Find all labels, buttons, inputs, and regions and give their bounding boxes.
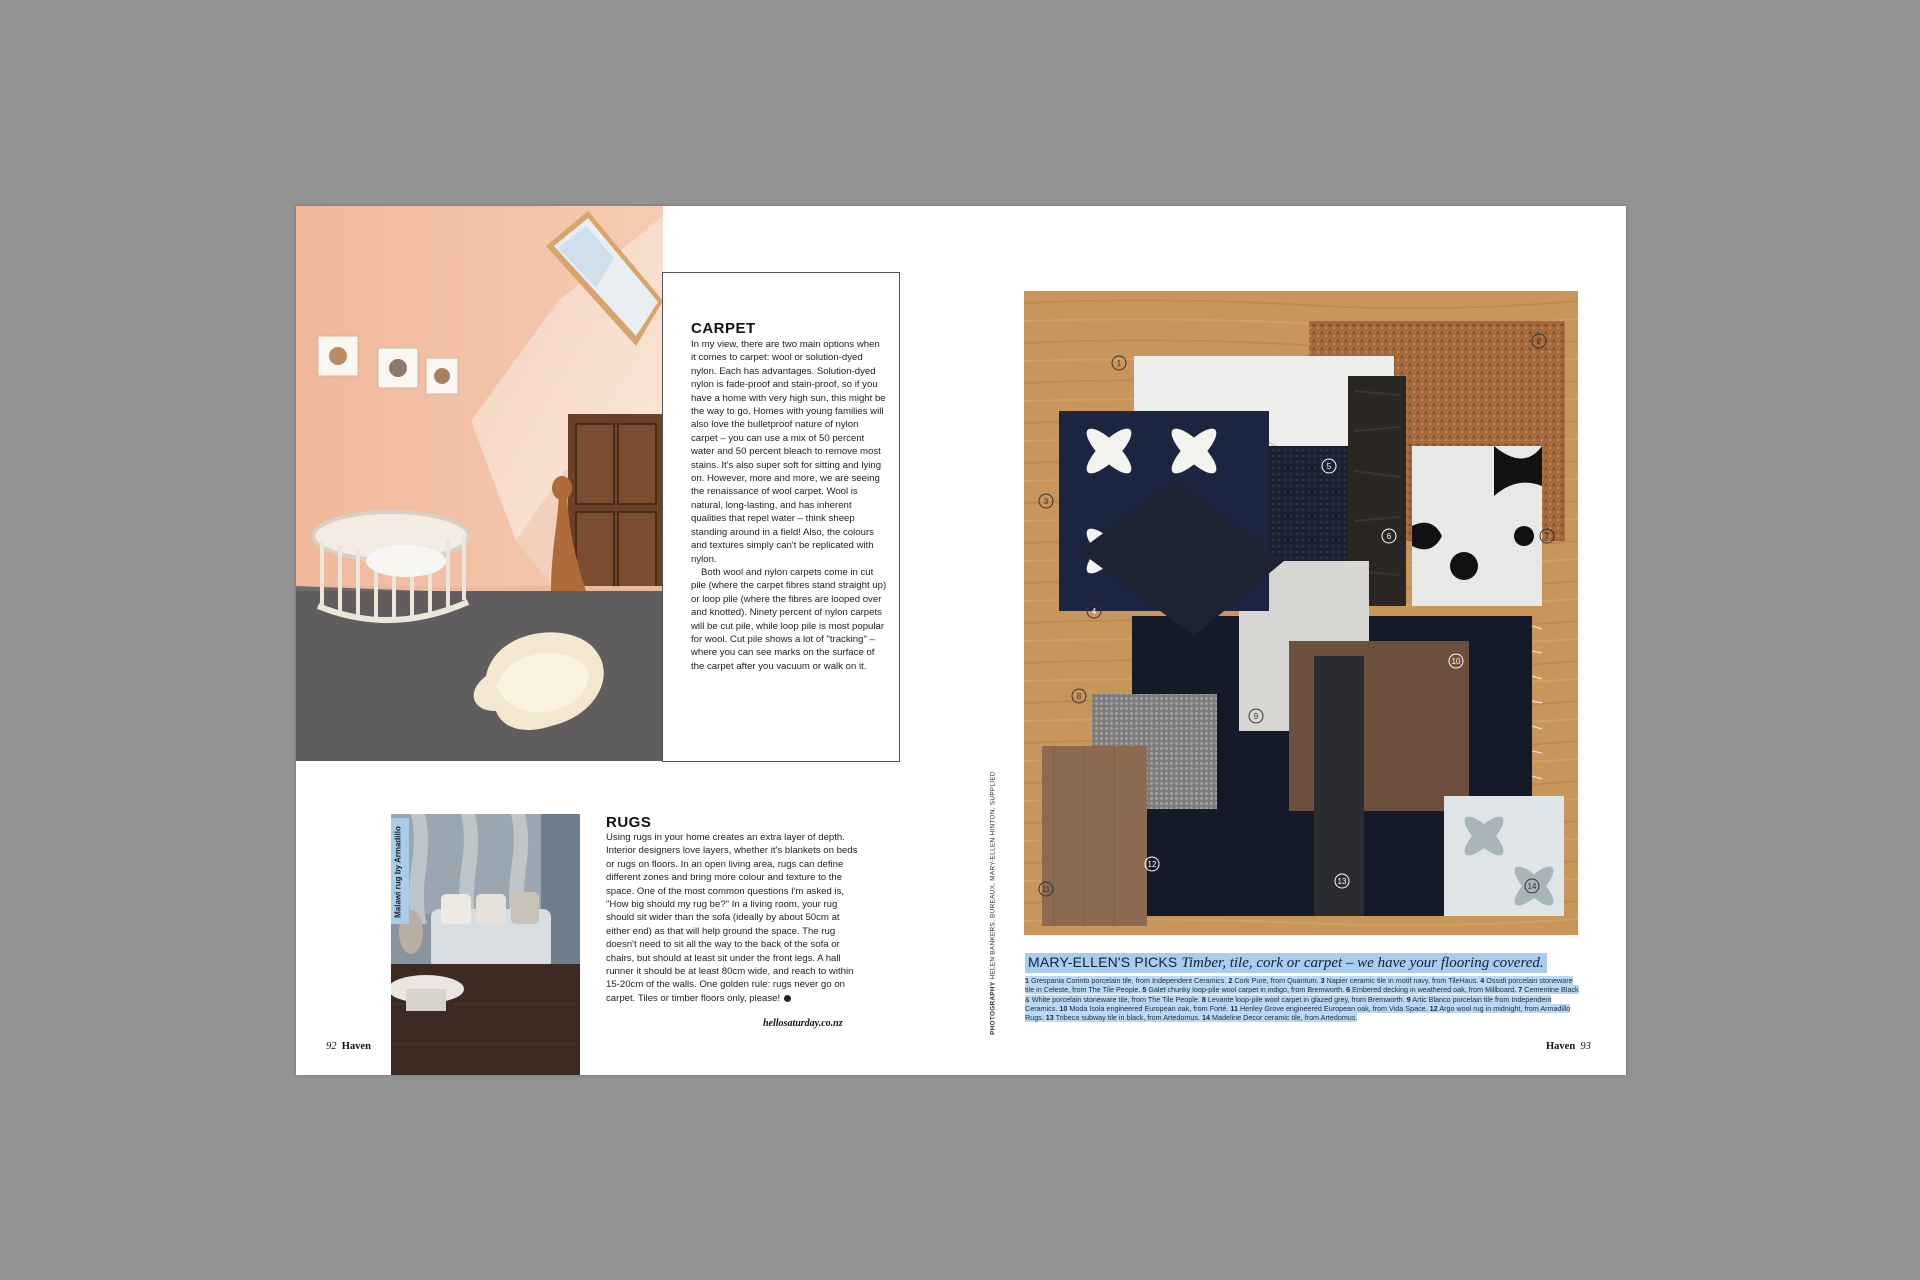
carpet-heading: CARPET xyxy=(691,320,756,337)
svg-text:4: 4 xyxy=(1091,607,1097,616)
svg-text:11: 11 xyxy=(1041,885,1051,894)
pick-text: Napier ceramic tile in motif navy, from TileHaus. xyxy=(1326,976,1479,985)
right-folio xyxy=(1546,1041,1591,1052)
rug-credit-tag xyxy=(391,818,409,924)
pick-number: 6 xyxy=(1346,985,1351,995)
pick-text: Ossidi porcelain stoneware tile in Celeste, from The Tile People. xyxy=(1025,976,1573,995)
photography-credit xyxy=(986,768,1000,1038)
picks-title xyxy=(1025,953,1547,973)
svg-text:10: 10 xyxy=(1451,657,1461,666)
pick-number: 9 xyxy=(1406,994,1411,1004)
svg-text:3: 3 xyxy=(1043,497,1049,506)
nursery-photo xyxy=(296,206,663,761)
picks-list xyxy=(1025,976,1581,1022)
pick-number: 8 xyxy=(1201,994,1206,1004)
rugs-heading: RUGS xyxy=(606,814,652,831)
pick-item xyxy=(1202,995,1407,1004)
pick-text: Henley Grove engineered European oak, from Vida Space. xyxy=(1240,1003,1428,1013)
photo-credit-names: HELEN BANKERS, BUREAUX, MARY-ELLEN HINTON, SUPPLIED xyxy=(989,771,997,980)
rugs-body-text: Using rugs in your home creates an extra layer of depth. Interior designers love layers, whether it's blankets on beds or rugs on floors. In an open living area, rugs can define different zones and bring more colour and texture to the space. One of the most common questions I'm asked is, "How big should my rug be?" In a living room, your rug should sit wider than the sofa (ideally by about 50cm at either end) as that will help ground the space. The rug doesn't need to sit all the way to the back of the sofa or chairs, but should at least sit under the front legs. A hall runner it should be at least 80cm wide, and reach to within 15-20cm of the walls. One golden rule: rugs never go on carpet. Tiles or timber floors only, please! xyxy=(606,832,858,1004)
pick-item xyxy=(1230,1004,1429,1013)
carpet-paragraph-2: Both wool and nylon carpets come in cut pile (where the carpet fibres stand straight up) or loop pile (where the fibres are looped over and knotted). Ninety percent of nylon carpets will be cut pile, while loop pile is most popular for wool. Cut pile shows a lot of "tracking" – where you can see marks on the surface of the carpet after you vacuum or walk on it. xyxy=(691,566,887,672)
pick-text: Embered decking in weathered oak, from Millboard. xyxy=(1352,985,1517,995)
svg-text:2: 2 xyxy=(1536,337,1542,346)
pick-text: Galet chunky loop-pile wool carpet in indigo, from Bremworth. xyxy=(1148,985,1345,995)
picks-items xyxy=(1025,976,1579,1022)
pick-number: 7 xyxy=(1518,985,1523,995)
left-mag-name: Haven xyxy=(341,1041,371,1052)
pick-text: Madeline Decor ceramic tile, from Artedomus. xyxy=(1212,1013,1358,1023)
picks-heading: MARY-ELLEN'S PICKS xyxy=(1028,954,1178,970)
pick-text: Cork Pure, from Quantum. xyxy=(1234,976,1319,985)
left-page-number: 92 xyxy=(326,1041,337,1052)
pick-text: Levante loop-pile wool carpet in glazed grey, from Bremworth. xyxy=(1207,994,1405,1004)
pick-number: 3 xyxy=(1320,976,1325,985)
svg-text:12: 12 xyxy=(1147,860,1157,869)
svg-text:13: 13 xyxy=(1337,877,1347,886)
pick-text: Artic Blanco porcelain tile from Independent Ceramics. xyxy=(1025,994,1552,1013)
pick-number: 14 xyxy=(1202,1013,1210,1023)
svg-text:8: 8 xyxy=(1076,692,1082,701)
pick-item xyxy=(1025,976,1228,985)
rugs-body xyxy=(606,831,866,1005)
pick-number: 10 xyxy=(1059,1003,1068,1013)
pick-item xyxy=(1321,976,1481,985)
pick-item xyxy=(1346,985,1518,994)
carpet-article-box xyxy=(662,272,900,762)
pick-number: 13 xyxy=(1045,1013,1054,1023)
pick-number: 1 xyxy=(1025,976,1029,985)
flooring-flatlay-photo xyxy=(1024,291,1578,935)
carpet-paragraph-1: In my view, there are two main options when it comes to carpet: wool or solution-dyed nylon. Each has advantages. Solution-dyed nylon is fade-proof and stain-proof, so if you have a home with very high sun, this might be the way to go. Homes with young families will also love the bulletproof nature of nylon carpet – you can use a mix of 50 percent water and 50 percent bleach to remove most stains. It's also super soft for sitting and lying on. However, more and more, we are seeing the renaissance of wool carpet. Wool is natural, long-lasting, and has inherent qualities that repel water – think sheep standing around in a field! Also, the colours and textures simply can't be replicated with nylon. xyxy=(691,339,886,565)
pick-item xyxy=(1142,985,1346,994)
svg-text:7: 7 xyxy=(1544,532,1550,541)
right-mag-name: Haven xyxy=(1546,1041,1576,1052)
end-mark-icon xyxy=(784,995,791,1002)
pick-number: 12 xyxy=(1429,1003,1438,1013)
pick-item xyxy=(1046,1013,1202,1022)
pick-item xyxy=(1059,1004,1230,1013)
pick-text: Grespania Corinto porcelain tile, from Independent Ceramics. xyxy=(1031,976,1227,985)
pick-text: Cementine Black & White porcelain stoneware tile, from The Tile People. xyxy=(1025,985,1579,1004)
photo-credit-label: PHOTOGRAPHY xyxy=(989,981,997,1035)
picks-tagline: Timber, tile, cork or carpet – we have your flooring covered. xyxy=(1181,955,1544,971)
pick-item xyxy=(1228,976,1320,985)
pick-number: 2 xyxy=(1228,976,1233,985)
pick-text: Moda Isola engineered European oak, from Forté. xyxy=(1069,1003,1229,1013)
pick-number: 11 xyxy=(1230,1003,1238,1013)
pick-text: Argo wool rug in midnight, from Armadillo Rugs. xyxy=(1025,1003,1571,1023)
svg-text:1: 1 xyxy=(1116,359,1122,368)
pick-number: 5 xyxy=(1142,985,1147,995)
svg-text:6: 6 xyxy=(1386,532,1392,541)
magazine-spread xyxy=(296,206,1626,1075)
pick-number: 4 xyxy=(1480,976,1485,985)
right-page-number: 93 xyxy=(1580,1041,1591,1052)
website-link[interactable]: hellosaturday.co.nz xyxy=(763,1018,843,1029)
carpet-body xyxy=(691,338,887,673)
left-folio xyxy=(326,1041,371,1052)
svg-text:5: 5 xyxy=(1326,462,1332,471)
rug-credit-text: Malawi rug by Armadillo xyxy=(393,826,403,918)
svg-text:14: 14 xyxy=(1527,882,1537,891)
svg-text:9: 9 xyxy=(1253,712,1259,721)
living-room-photo xyxy=(391,814,580,1075)
pick-text: Tribeca subway tile in black, from Artedomus. xyxy=(1055,1013,1200,1023)
pick-item xyxy=(1202,1013,1357,1022)
